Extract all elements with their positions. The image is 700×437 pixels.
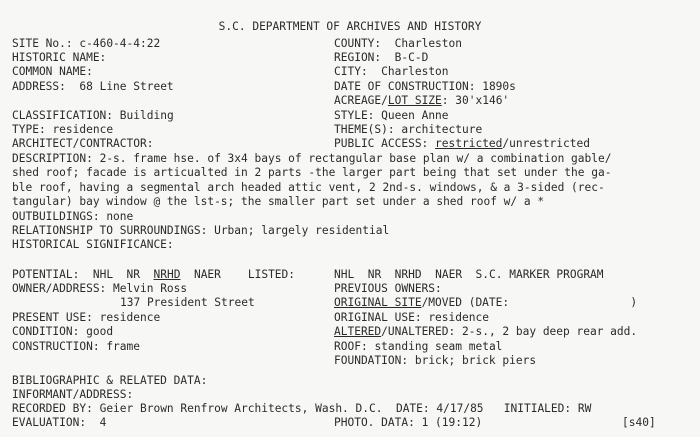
city-label: CITY: — [334, 65, 368, 78]
unaltered-label: /UNALTERED: — [381, 325, 456, 338]
type-value: residence — [52, 123, 114, 136]
moved-label: /MOVED (DATE: — [421, 296, 510, 309]
style-label: STYLE: — [334, 109, 375, 122]
county-row — [334, 37, 462, 50]
condition-label: CONDITION: — [12, 325, 80, 338]
themes-row — [334, 123, 482, 136]
site-no-row — [12, 37, 160, 50]
foundation-label: FOUNDATION: — [334, 354, 409, 367]
acreage-colon: : — [441, 94, 449, 107]
original-use-value: residence — [428, 311, 489, 324]
public-access-unrestricted: /unrestricted — [502, 137, 590, 150]
acreage-row — [334, 94, 509, 107]
date-label: DATE: — [395, 402, 430, 415]
address-row — [12, 80, 174, 93]
recorded-by-value: Geier Brown Renfrow Architects, Wash. D.C. — [99, 402, 383, 415]
moved-close: ) — [630, 296, 638, 309]
public-access-row — [334, 137, 590, 150]
outbuildings-value: none — [106, 210, 134, 223]
date-construction-row — [334, 80, 516, 93]
description-line-3: ble roof, having a segmental arch headed attic vent, 2 2nd-s. windows, & a 3-sided (rec- — [12, 181, 605, 194]
construction-value: frame — [106, 340, 140, 353]
roof-label: ROOF: — [334, 340, 368, 353]
initialed-value: RW — [577, 402, 592, 415]
public-access-label: PUBLIC ACCESS: — [334, 137, 429, 150]
architect-row — [12, 137, 153, 150]
previous-owners-row — [334, 282, 442, 295]
city-row — [334, 65, 449, 78]
description-line-1 — [12, 152, 611, 165]
lot-size-label: LOT SIZE — [387, 94, 442, 107]
listed-naer: NAER — [435, 268, 463, 281]
evaluation-label: EVALUATION: — [12, 416, 87, 429]
potential-nrhd: NRHD — [153, 268, 181, 281]
region-value: B-C-D — [394, 51, 429, 64]
historical-significance-row — [12, 238, 174, 251]
informant-row — [12, 388, 133, 401]
description-label: DESCRIPTION: — [12, 152, 93, 165]
outbuildings-label: OUTBUILDINGS: — [12, 210, 100, 223]
altered-label: ALTERED — [334, 325, 382, 338]
owner-label: OWNER/ADDRESS: — [12, 282, 107, 295]
present-use-label: PRESENT USE: — [12, 311, 93, 324]
photo-data-label: PHOTO. DATA: — [334, 416, 415, 429]
listed-nrhd: NRHD — [394, 268, 422, 281]
description-text-1: 2-s. frame hse. of 3x4 bays of rectangular base plan w/ a combination gable/ — [99, 152, 612, 165]
listed-marker-program: S.C. MARKER PROGRAM — [475, 268, 604, 281]
historic-name-label: HISTORIC NAME: — [12, 51, 107, 64]
altered-value: 2-s., 2 bay deep rear add. — [462, 325, 638, 338]
owner-street: 137 President Street — [120, 296, 255, 309]
condition-value: good — [86, 325, 114, 338]
style-value: Queen Anne — [381, 109, 449, 122]
themes-label: THEME(S): — [334, 123, 395, 136]
potential-nhl: NHL — [92, 268, 114, 281]
construction-row — [12, 340, 140, 353]
common-name-row — [12, 65, 93, 78]
evaluation-value: 4 — [99, 416, 107, 429]
photo-data-value: 1 (19:12) — [421, 416, 483, 429]
city-value: Charleston — [381, 65, 449, 78]
recorded-by-label: RECORDED BY: — [12, 402, 93, 415]
region-row — [334, 51, 428, 64]
date-construction-label: DATE OF CONSTRUCTION: — [334, 80, 476, 93]
historic-name-row — [12, 51, 106, 64]
form-header: S.C. DEPARTMENT OF ARCHIVES AND HISTORY — [218, 20, 482, 33]
condition-row — [12, 325, 113, 338]
informant-label: INFORMANT/ADDRESS: — [12, 388, 134, 401]
acreage-label: ACREAGE/ — [334, 94, 388, 107]
potential-label: POTENTIAL: — [12, 268, 80, 281]
previous-owners-label: PREVIOUS OWNERS: — [334, 282, 442, 295]
region-label: REGION: — [334, 51, 382, 64]
relationship-value: Urban; largely residential — [214, 224, 390, 237]
architect-label: ARCHITECT/CONTRACTOR: — [12, 137, 154, 150]
roof-value: standing seam metal — [374, 340, 503, 353]
present-use-row — [12, 311, 160, 324]
classification-row — [12, 109, 174, 122]
roof-row — [334, 340, 502, 353]
common-name-label: COMMON NAME: — [12, 65, 93, 78]
recorded-by-row — [12, 402, 591, 415]
page-ref: [s40] — [622, 416, 656, 429]
original-use-label: ORIGINAL USE: — [334, 311, 422, 324]
outbuildings-row — [12, 210, 133, 223]
original-use-row — [334, 311, 489, 324]
style-row — [334, 109, 449, 122]
bibliographic-row — [12, 374, 207, 387]
site-no-value: c-460-4-4:22 — [79, 37, 161, 50]
relationship-label: RELATIONSHIP TO SURROUNDINGS: — [12, 224, 208, 237]
site-no-label: SITE No.: — [12, 37, 73, 50]
foundation-row — [334, 354, 536, 367]
original-site-label: ORIGINAL SITE — [334, 296, 422, 309]
relationship-row — [12, 224, 389, 237]
description-line-4: tangular) bay window @ the lst-s; the smaller part set under a shed roof w/ a * — [12, 195, 545, 208]
county-label: COUNTY: — [334, 37, 382, 50]
classification-value: Building — [119, 109, 174, 122]
evaluation-row — [12, 416, 106, 429]
bibliographic-label: BIBLIOGRAPHIC & RELATED DATA: — [12, 374, 208, 387]
address-label: ADDRESS: — [12, 80, 66, 93]
address-value: 68 Line Street — [79, 80, 174, 93]
initialed-label: INITIALED: — [503, 402, 572, 415]
listed-row — [334, 268, 604, 281]
listed-label: LISTED: — [247, 268, 296, 281]
listed-nr: NR — [367, 268, 382, 281]
classification-label: CLASSIFICATION: — [12, 109, 114, 122]
themes-value: architecture — [401, 123, 483, 136]
potential-nr: NR — [126, 268, 141, 281]
foundation-value: brick; brick piers — [414, 354, 537, 367]
county-value: Charleston — [394, 37, 462, 50]
owner-row — [12, 282, 187, 295]
present-use-value: residence — [99, 311, 161, 324]
historical-significance-label: HISTORICAL SIGNIFICANCE: — [12, 238, 174, 251]
construction-label: CONSTRUCTION: — [12, 340, 100, 353]
public-access-restricted: restricted — [435, 137, 503, 150]
listed-nhl: NHL — [334, 268, 355, 281]
date-value: 4/17/85 — [436, 402, 484, 415]
description-line-2: shed roof; facade is articualted in 2 parts -the larger part being that set under the ga- — [12, 166, 612, 179]
acreage-value: 30'x146' — [455, 94, 510, 107]
date-construction-value: 1890s — [482, 80, 516, 93]
potential-naer: NAER — [193, 268, 221, 281]
type-row — [12, 123, 113, 136]
altered-row — [334, 325, 637, 338]
potential-row — [12, 268, 295, 281]
owner-name: Melvin Ross — [113, 282, 188, 295]
type-label: TYPE: — [12, 123, 46, 136]
original-site-row — [334, 296, 637, 309]
photo-data-row — [334, 416, 482, 429]
